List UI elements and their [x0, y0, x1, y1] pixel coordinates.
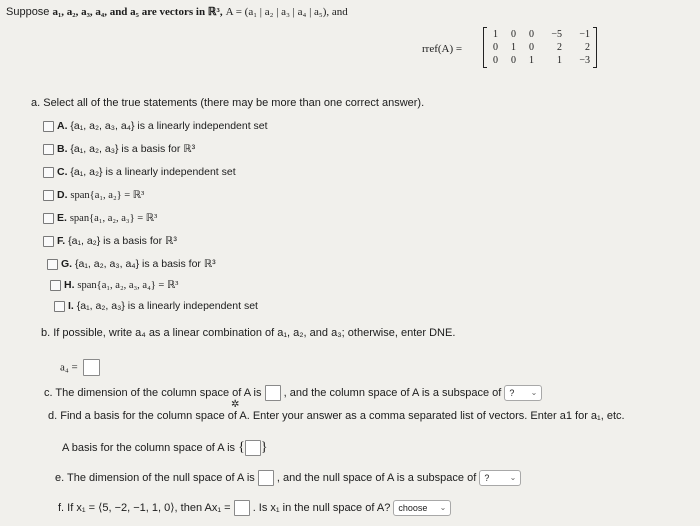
option-d[interactable]	[43, 189, 144, 201]
rref-cell: 0	[529, 42, 534, 53]
option-text: {a₁, a₂, a₃, a₄} is a basis for ℝ³	[75, 258, 216, 270]
checkbox[interactable]	[43, 121, 54, 132]
mouse-cursor-icon: ✲	[231, 399, 240, 410]
option-letter: D.	[57, 189, 68, 201]
rref-row	[485, 41, 595, 54]
part-a-prompt: a. Select all of the true statements (there may be more than one correct answer).	[31, 97, 425, 109]
rref-cell: 1	[511, 42, 516, 53]
part-b-answer-row	[60, 359, 100, 376]
rref-label: rref(A) =	[422, 43, 463, 55]
chevron-down-icon: ⌄	[439, 503, 447, 512]
checkbox[interactable]	[43, 167, 54, 178]
option-text: {a₁, a₂} is a basis for ℝ³	[68, 235, 177, 247]
checkbox[interactable]	[43, 190, 54, 201]
option-c[interactable]	[43, 166, 236, 178]
option-letter: G.	[61, 258, 73, 270]
checkbox[interactable]	[43, 213, 54, 224]
option-text: {a₁, a₂, a₃} is a basis for ℝ³	[70, 143, 196, 155]
option-e[interactable]	[43, 212, 157, 224]
column-space-dimension-input[interactable]	[265, 385, 281, 401]
part-b-prompt: b. If possible, write a₄ as a linear combination of a₁, a₂, and a₃; otherwise, enter DNE.	[41, 327, 456, 339]
rref-matrix	[483, 27, 597, 68]
part-e-text-2: , and the null space of A is a subspace of	[276, 471, 477, 484]
part-c-row	[44, 385, 542, 401]
checkbox[interactable]	[47, 259, 58, 270]
close-brace: }	[260, 440, 268, 455]
rref-cell: 0	[511, 29, 516, 40]
select-value: ?	[509, 388, 515, 398]
rref-row	[485, 54, 595, 67]
option-text: span{a₁, a₂, a₃} = ℝ³	[69, 213, 158, 224]
intro-line	[6, 5, 348, 18]
rref-cell: 2	[557, 42, 562, 53]
rref-cell: −3	[579, 55, 590, 66]
part-e-text-1: e. The dimension of the null space of A is	[55, 471, 255, 484]
part-e-row	[55, 470, 521, 486]
a4-answer-input[interactable]	[83, 359, 100, 376]
part-d-prompt: d. Find a basis for the column space of A. Enter your answer as a comma separated list of vectors. Enter a1 for a₁, etc.	[48, 410, 625, 422]
option-letter: B.	[57, 143, 68, 155]
checkbox[interactable]	[54, 301, 65, 312]
checkbox[interactable]	[43, 144, 54, 155]
null-space-dimension-input[interactable]	[258, 470, 274, 486]
rref-cell: 1	[529, 55, 534, 66]
intro-matrix-def: A = (a₁ | a₂ | a₃ | a₄ | a₅), and	[225, 6, 348, 18]
basis-input[interactable]	[245, 440, 261, 456]
rref-row	[485, 28, 595, 41]
option-b[interactable]	[43, 143, 195, 155]
null-space-subspace-select[interactable]	[479, 470, 521, 486]
rref-cell: 0	[493, 42, 498, 53]
rref-cell: −5	[551, 29, 562, 40]
part-c-text-2: , and the column space of A is a subspace of	[283, 386, 502, 399]
null-space-membership-select[interactable]	[393, 500, 451, 516]
part-f-text-2: . Is x₁ in the null space of A?	[252, 501, 391, 514]
option-letter: C.	[57, 166, 68, 178]
part-c-text-1: c. The dimension of the column space of A is	[44, 386, 262, 399]
rref-cell: 2	[585, 42, 590, 53]
rref-cell: 1	[493, 29, 498, 40]
intro-lead: Suppose	[6, 6, 50, 18]
open-brace: {	[238, 440, 245, 455]
option-f[interactable]	[43, 235, 177, 247]
select-value: ?	[484, 473, 490, 483]
rref-table	[485, 28, 595, 67]
option-text: span{a₁, a₂} = ℝ³	[70, 190, 145, 201]
option-text: span{a₁, a₂, a₃, a₄} = ℝ³	[77, 280, 179, 291]
a4-label: a₄ =	[60, 361, 78, 374]
part-f-text-1: f. If x₁ = ⟨5, −2, −1, 1, 0⟩, then Ax₁ =	[58, 501, 231, 514]
rref-cell: 0	[493, 55, 498, 66]
chevron-down-icon: ⌄	[509, 473, 517, 482]
intro-vectors: a₁, a₂, a₃, a₄, and a₅ are vectors in ℝ³,	[52, 6, 223, 18]
rref-cell: 0	[511, 55, 516, 66]
option-letter: E.	[57, 212, 67, 224]
option-a[interactable]	[43, 120, 268, 132]
chevron-down-icon: ⌄	[530, 388, 538, 397]
column-space-subspace-select[interactable]	[504, 385, 542, 401]
option-i[interactable]	[54, 300, 258, 312]
option-letter: H.	[64, 279, 75, 291]
option-letter: I.	[68, 300, 74, 312]
rref-cell: −1	[579, 29, 590, 40]
part-f-row	[58, 500, 451, 516]
checkbox[interactable]	[43, 236, 54, 247]
rref-cell: 1	[557, 55, 562, 66]
option-g[interactable]	[47, 258, 216, 270]
rref-cell: 0	[529, 29, 534, 40]
option-letter: F.	[57, 235, 66, 247]
basis-label: A basis for the column space of A is	[62, 442, 236, 454]
option-text: {a₁, a₂, a₃, a₄} is a linearly independent set	[70, 120, 268, 132]
checkbox[interactable]	[50, 280, 61, 291]
part-d-answer-row	[62, 440, 268, 456]
option-h[interactable]	[50, 279, 178, 291]
option-text: {a₁, a₂} is a linearly independent set	[70, 166, 236, 178]
ax1-input[interactable]	[234, 500, 250, 516]
select-value: choose	[398, 503, 428, 513]
option-text: {a₁, a₂, a₃} is a linearly independent set	[76, 300, 258, 312]
option-letter: A.	[57, 120, 68, 132]
